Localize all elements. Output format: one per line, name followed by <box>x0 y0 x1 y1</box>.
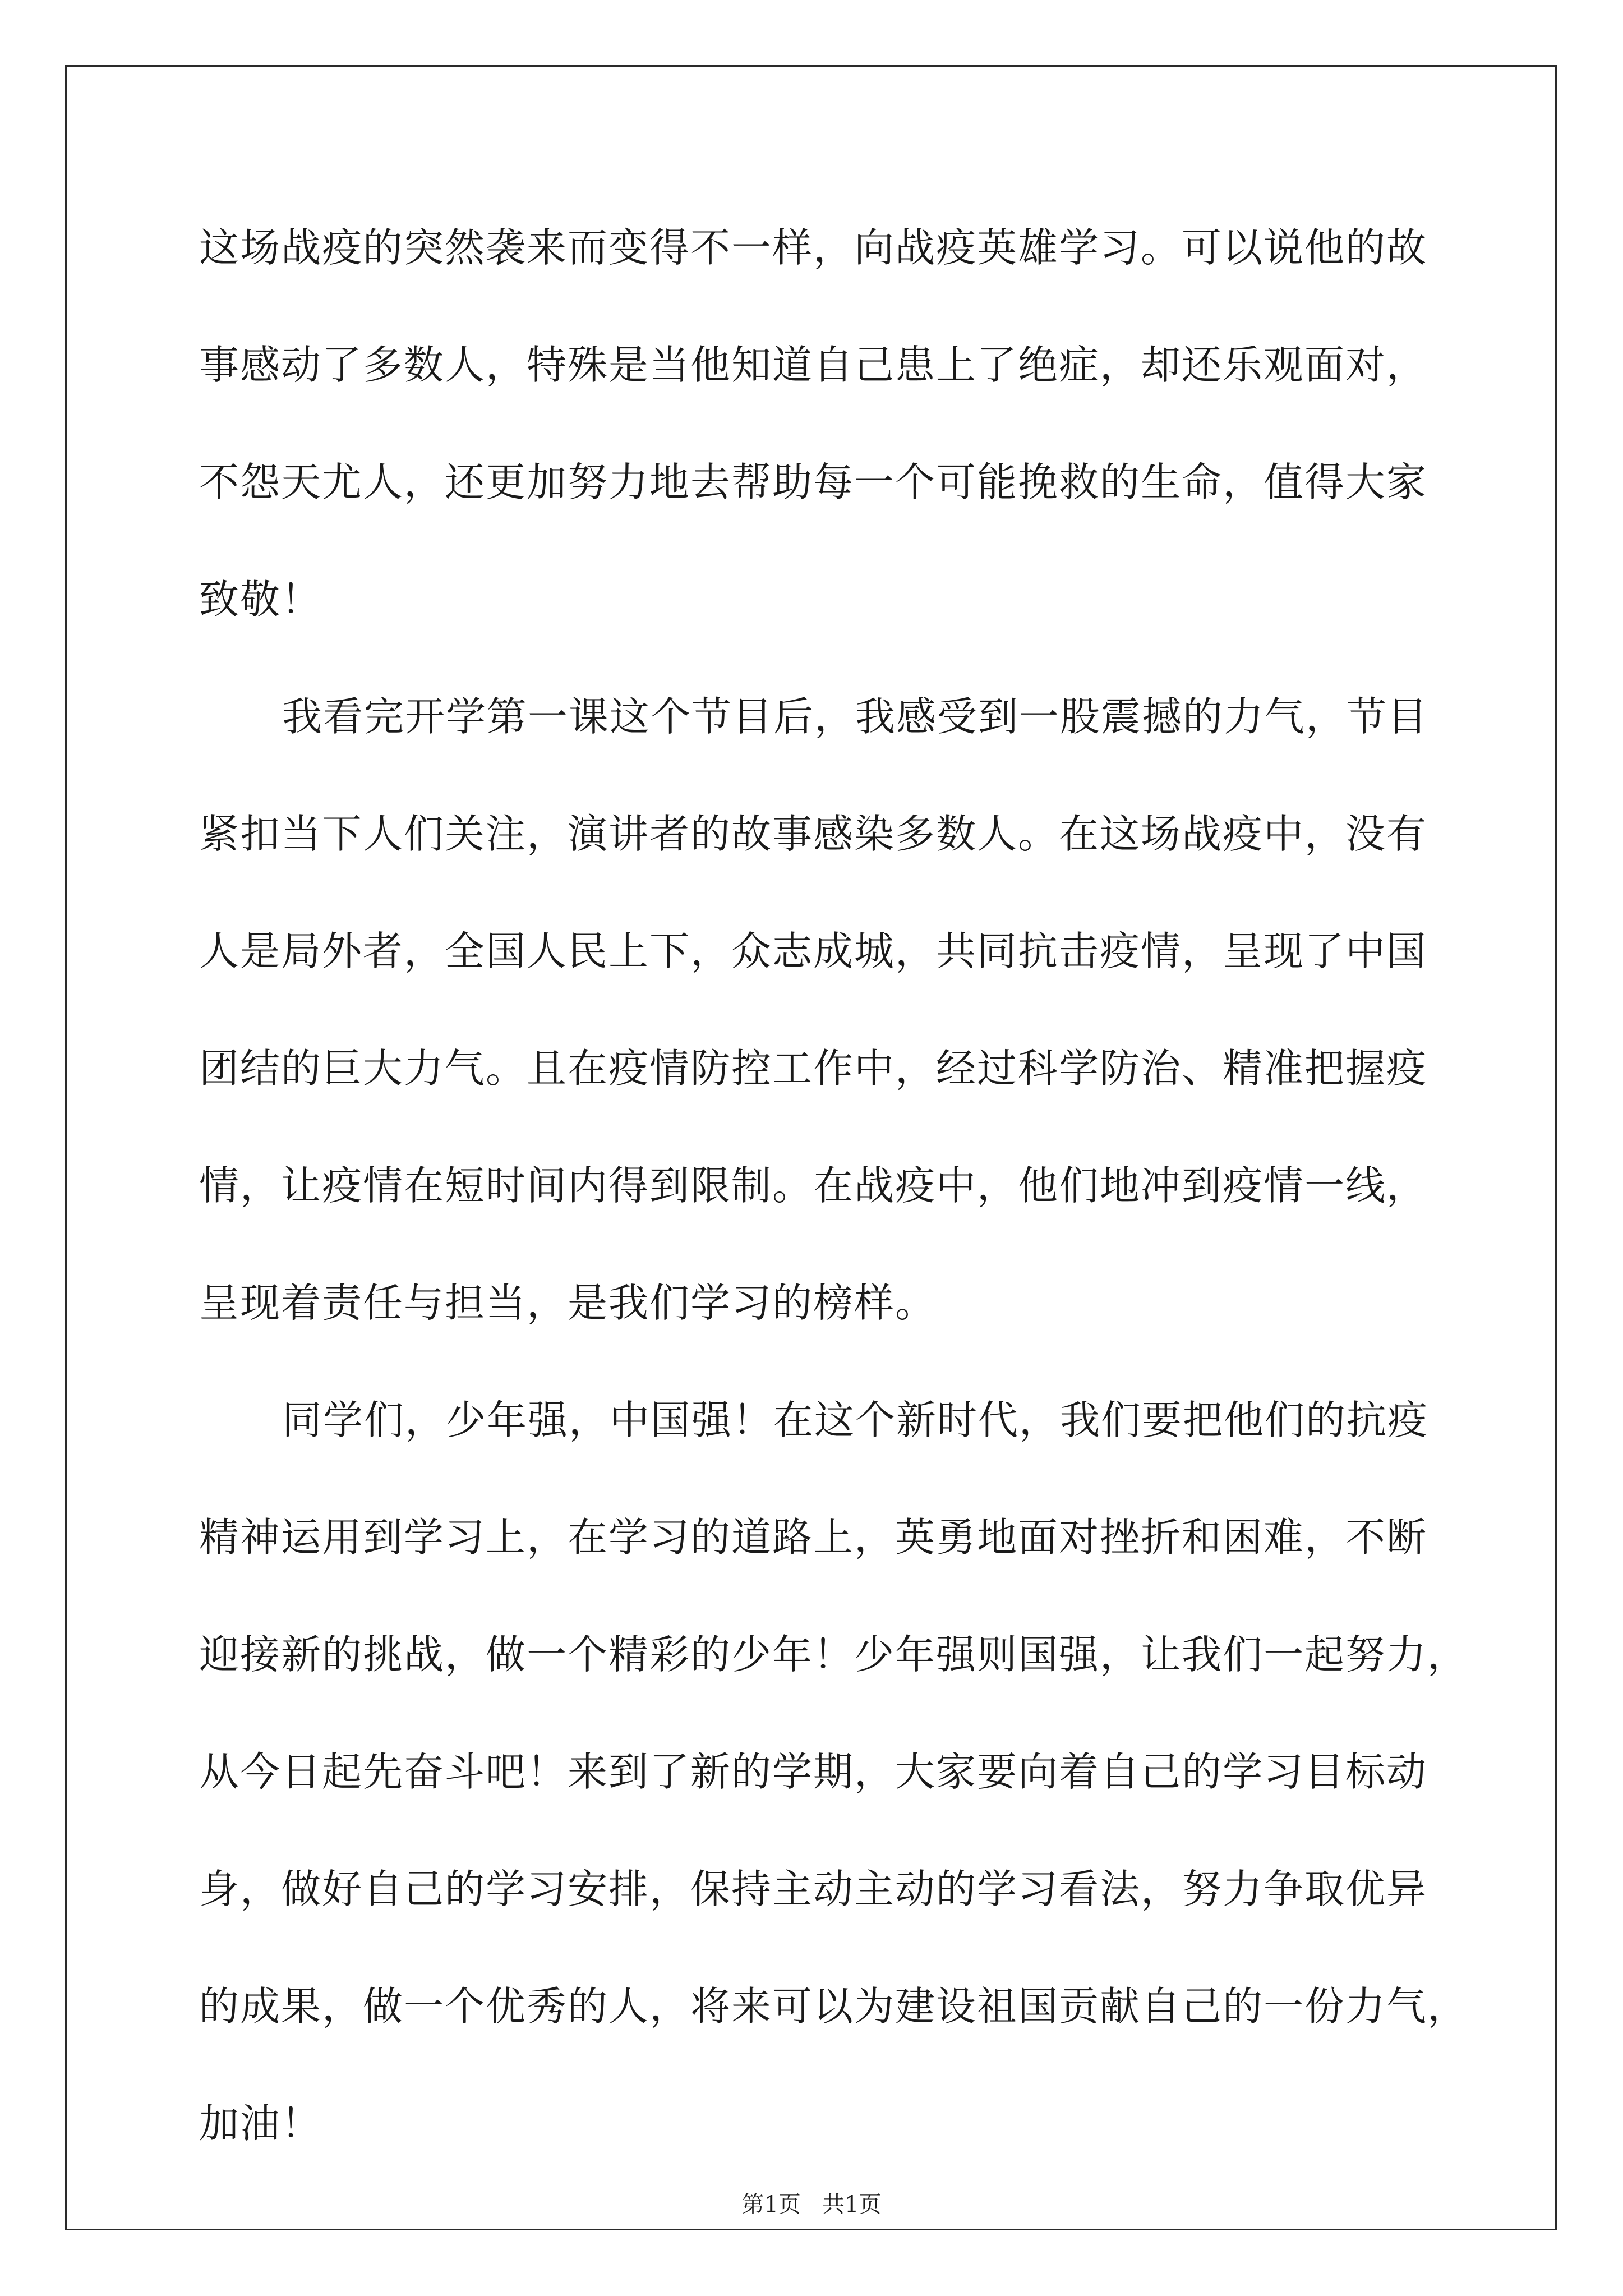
text-line: 精神运用到学习上，在学习的道路上，英勇地面对挫折和困难，不断 <box>199 1514 1428 1561</box>
text-line: 加油！ <box>199 2100 322 2147</box>
text-line: 不怨天尤人，还更加努力地去帮助每一个可能挽救的生命，值得大家 <box>199 459 1428 505</box>
text-line: 呈现着责任与担当，是我们学习的榜样。 <box>199 1280 937 1326</box>
paragraph-first-line: 我看完开学第一课这个节目后，我感受到一股震撼的力气，节目 <box>282 693 1429 740</box>
text-line: 迎接新的挑战，做一个精彩的少年！少年强则国强，让我们一起努力， <box>199 1631 1469 1678</box>
text-line: 团结的巨大力气。且在疫情防控工作中，经过科学防治、精准把握疫 <box>199 1045 1428 1092</box>
text-line: 致敬！ <box>199 576 322 623</box>
paragraph-first-line: 同学们，少年强，中国强！在这个新时代，我们要把他们的抗疫 <box>282 1397 1429 1443</box>
text-line: 事感动了多数人，特殊是当他知道自己患上了绝症，却还乐观面对， <box>199 342 1428 388</box>
text-line: 从今日起先奋斗吧！来到了新的学期，大家要向着自己的学习目标动 <box>199 1749 1428 1795</box>
text-line: 情，让疫情在短时间内得到限制。在战疫中，他们地冲到疫情一线， <box>199 1162 1428 1209</box>
text-line: 身，做好自己的学习安排，保持主动主动的学习看法，努力争取优异 <box>199 1866 1428 1912</box>
text-line: 人是局外者，全国人民上下，众志成城，共同抗击疫情，呈现了中国 <box>199 928 1428 974</box>
text-line: 紧扣当下人们关注，演讲者的故事感染多数人。在这场战疫中，没有 <box>199 811 1428 857</box>
text-line: 这场战疫的突然袭来而变得不一样，向战疫英雄学习。可以说他的故 <box>199 224 1428 271</box>
text-line: 的成果，做一个优秀的人，将来可以为建设祖国贡献自己的一份力气， <box>199 1983 1469 2030</box>
page-number-footer: 第1页 共1页 <box>741 2192 882 2217</box>
